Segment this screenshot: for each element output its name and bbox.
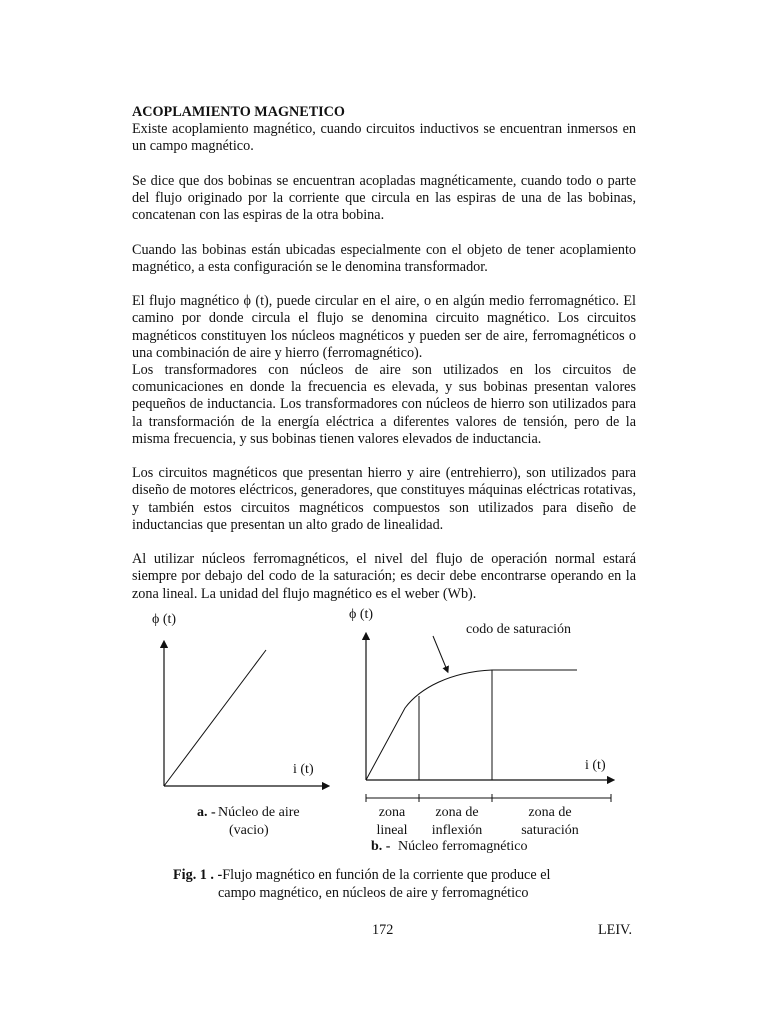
annotation-arrow [433,636,447,670]
graph-ferromagnetic-core [349,607,611,854]
paragraph-5: Los transformadores con núcleos de aire son utilizados en los circuitos de comunicaciones en donde la frecuencia es elevada, y sus bobinas presentan valores pequeños de inductancia. Los transformadores con núcleos de hierro son utilizados para la transformación de la energía eléctrica a diferentes valores de tensión, pero de la misma frecuencia, y sus bobinas tienen valores elevados de inductancia. [132,362,636,447]
paragraph-4: El flujo magnético ϕ (t), puede circular en el aire, o en algún medio ferromagnético. El camino por donde circula el flujo se denomina circuito magnético. Los circuitos magnéticos constituyen los núcleos magnéticos y pueden ser de aire, ferromagnéticos o una combinación de aire y hierro (ferromagnético). [132,293,636,361]
paragraph-3: Cuando las bobinas están ubicadas especialmente con el objeto de tener acoplamiento magnético, a esta configuración se le denomina transformador. [132,241,636,275]
graph-air-core [152,612,326,838]
caption-line1: Flujo magnético en función de la corriente que produce el [222,867,551,883]
label-a-prefix: a. - [197,805,216,820]
paragraph-6: Los circuitos magnéticos que presentan hierro y aire (entrehierro), son utilizados para diseño de motores eléctricos, generadores, que constituyes máquinas eléctricas rotativas, y también estos circuitos magnéticos compuestos son utilizados para diseño de inductancias que presentan un alto grado de linealidad. [132,465,636,533]
label-a-line1: Núcleo de aire [218,805,300,820]
page-number: 172 [372,922,394,938]
section-title: ACOPLAMIENTO MAGNETICO [132,104,345,120]
zone-saturation-line1: zona de [528,805,572,820]
y-axis-label-a: ϕ (t) [152,612,177,627]
zone-linear-line1: zona [378,805,406,820]
magnetization-curve [366,670,577,780]
figure-1 [0,600,768,860]
label-b-text: Núcleo ferromagnético [398,839,528,854]
y-axis-label-b: ϕ (t) [349,607,374,622]
paragraph-1: Existe acoplamiento magnético, cuando circuitos inductivos se encuentran inmersos en un campo magnético. [132,121,636,155]
figure-caption [173,866,643,902]
caption-line2: campo magnético, en núcleos de aire y ferromagnético [218,885,529,901]
zone-inflexion-line2: inflexión [431,823,483,838]
label-a-line2: (vacio) [229,823,269,838]
x-axis-label-b: i (t) [585,758,606,773]
caption-prefix: Fig. 1 . - [173,867,223,883]
paragraph-7: Al utilizar núcleos ferromagnéticos, el nivel del flujo de operación normal estará siempre por debajo del codo de la saturación; es decir debe encontrarse operando en la zona lineal. La unidad del flujo magnético es el weber (Wb). [132,551,636,602]
label-b-prefix: b. - [371,839,391,854]
paragraph-2: Se dice que dos bobinas se encuentran acopladas magnéticamente, cuando todo o parte del flujo originado por la corriente que circula en las espiras de una de las bobinas, concatenan con las espiras de la otra bobina. [132,172,636,224]
zone-inflexion-line1: zona de [435,805,479,820]
zone-saturation-line2: saturación [521,823,579,838]
saturation-knee-label: codo de saturación [466,622,571,637]
linear-flux-line [164,650,266,786]
zone-linear-line2: lineal [376,823,408,838]
x-axis-label-a: i (t) [293,762,314,777]
footer-author: LEIV. [598,922,633,938]
page-body [132,104,636,620]
